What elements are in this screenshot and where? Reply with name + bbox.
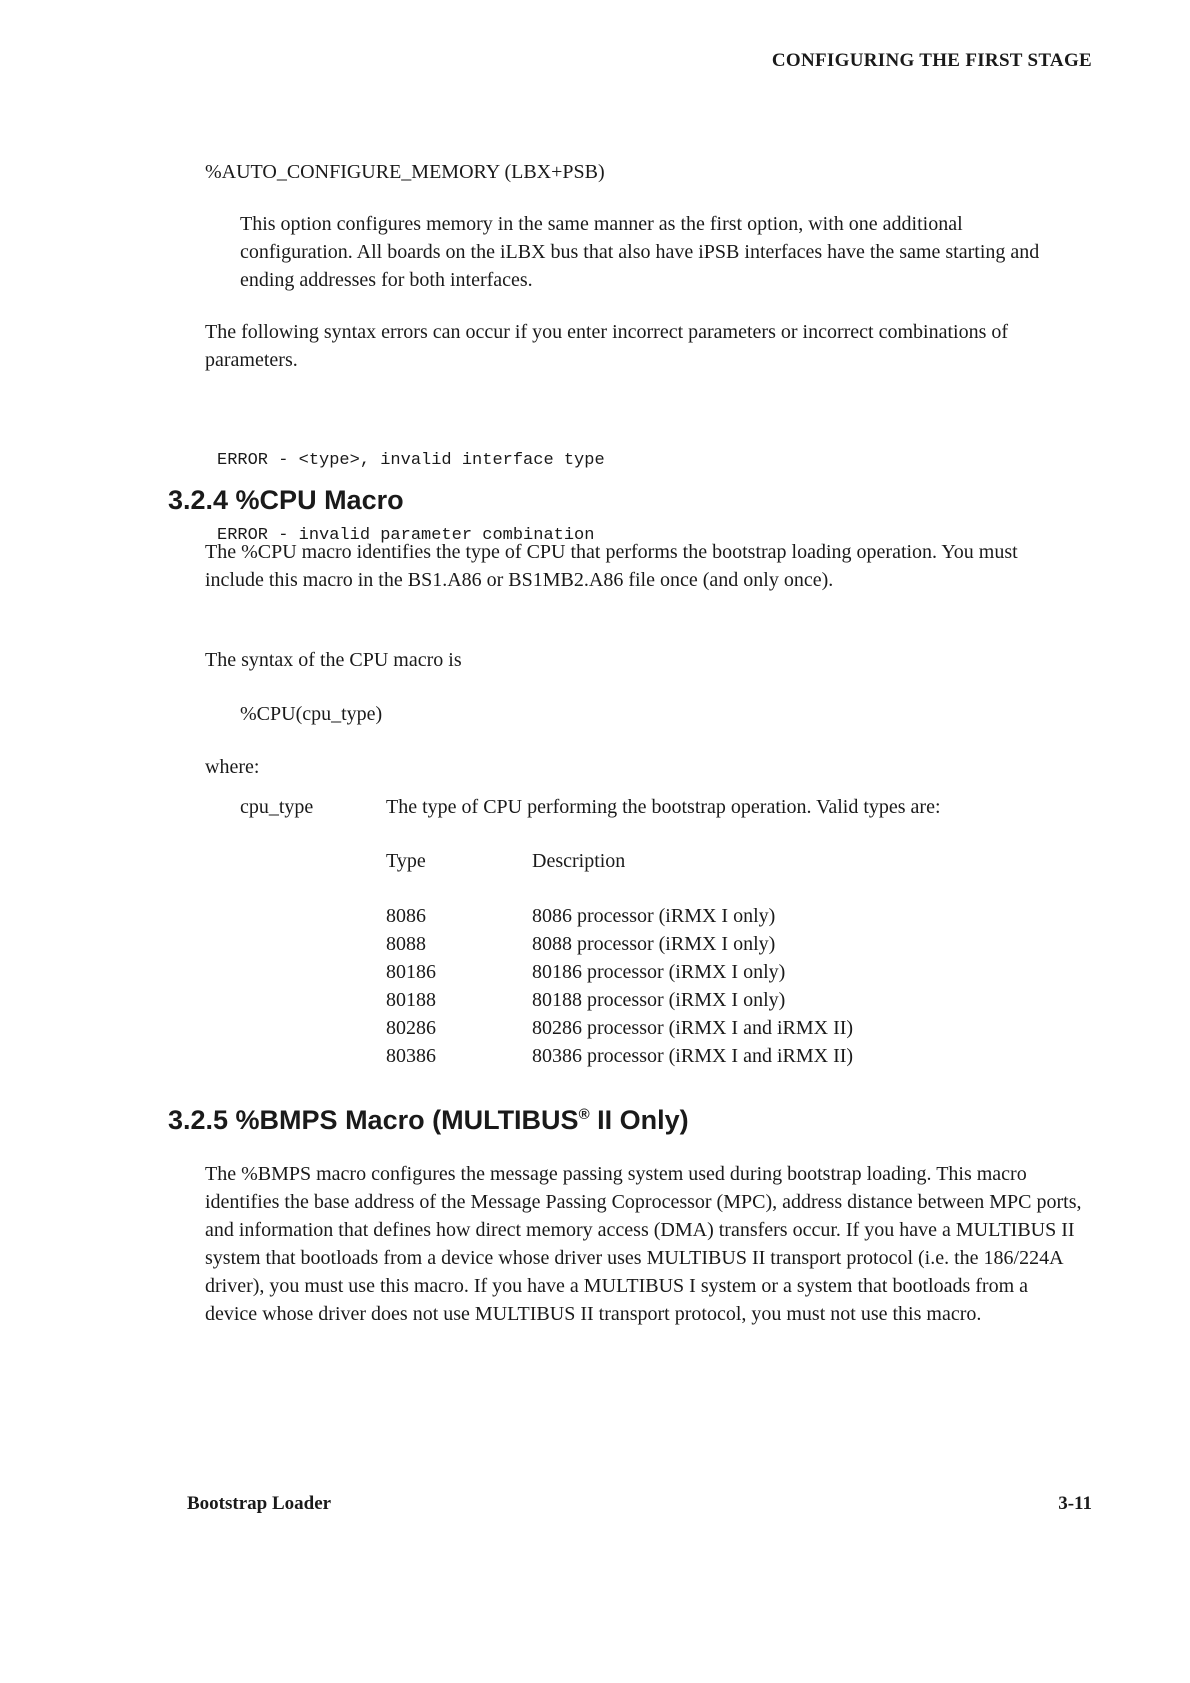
table-cell-description: 80286 processor (iRMX I and iRMX II): [532, 1017, 854, 1039]
errors-intro-paragraph: The following syntax errors can occur if you enter incorrect parameters or incorrect combinations of parameters.: [205, 321, 1009, 371]
table-cell-description: 80188 processor (iRMX I only): [532, 989, 786, 1011]
table-cell-description: 8088 processor (iRMX I only): [532, 933, 776, 955]
syntax-line: %CPU(cpu_type): [240, 703, 383, 725]
table-cell-description: 80186 processor (iRMX I only): [532, 961, 786, 983]
table-cell-type: 8088: [386, 933, 426, 955]
table-cell-type: 80386: [386, 1045, 436, 1067]
table-row: [386, 930, 853, 958]
table-header-type: Type: [386, 850, 426, 872]
table-cell-type: 80186: [386, 961, 436, 983]
option-description: This option configures memory in the same manner as the first option, with one additional configuration. All boards on the iLBX bus that also have iPSB interfaces have the same starting and ending addresses for both interfaces.: [240, 213, 1040, 291]
bmps-paragraph: The %BMPS macro configures the message passing system used during bootstrap loading. This macro identifies the base address of the Message Passing Coprocessor (MPC), address distance between MPC ports, and information that defines how direct memory access (DMA) transfers occur. If you have a MULTIBUS II system that bootloads from a device whose driver uses MULTIBUS II transport protocol (i.e. the 186/224A driver), you must use this macro. If you have a MULTIBUS I system or a system that bootloads from a device whose driver does not use MULTIBUS II transport protocol, you must not use this macro.: [205, 1163, 1082, 1325]
where-label: where:: [205, 756, 260, 778]
table-cell-type: 8086: [386, 905, 426, 927]
table-cell-type: 80188: [386, 989, 436, 1011]
heading-tail: II Only): [589, 1105, 689, 1135]
table-cell-description: 8086 processor (iRMX I only): [532, 905, 776, 927]
option-term: %AUTO_CONFIGURE_MEMORY (LBX+PSB): [205, 161, 605, 183]
cpu-paragraph: The %CPU macro identifies the type of CPU that performs the bootstrap loading operation. You must include this macro in the BS1.A86 or BS1MB2.A86 file once (and only once).: [205, 541, 1018, 591]
table-row: [386, 1042, 853, 1070]
table-cell-description: 80386 processor (iRMX I and iRMX II): [532, 1045, 854, 1067]
registered-mark: ®: [578, 1106, 590, 1123]
table-header-description: Description: [532, 850, 626, 872]
table-row: [386, 958, 853, 986]
table-row: [386, 986, 853, 1014]
table-row: [386, 1014, 853, 1042]
error-line: ERROR - <type>, invalid interface type: [217, 451, 605, 470]
syntax-intro: The syntax of the CPU macro is: [205, 649, 462, 671]
running-header: CONFIGURING THE FIRST STAGE: [771, 50, 1092, 71]
param-description: The type of CPU performing the bootstrap operation. Valid types are:: [386, 796, 941, 818]
error-line: ERROR - invalid parameter combination: [217, 526, 595, 545]
table-cell-type: 80286: [386, 1017, 436, 1039]
page-number: 3-11: [1058, 1493, 1092, 1514]
table-row: [386, 902, 853, 930]
cpu-type-table: [386, 847, 853, 1070]
section-heading-bmps: [168, 1103, 689, 1137]
section-heading-cpu: 3.2.4 %CPU Macro: [168, 485, 404, 515]
heading-main: 3.2.5 %BMPS Macro (MULTIBUS: [168, 1105, 579, 1135]
footer-title: Bootstrap Loader: [187, 1493, 332, 1514]
table-header-row: [386, 847, 853, 902]
param-name: cpu_type: [240, 796, 314, 818]
